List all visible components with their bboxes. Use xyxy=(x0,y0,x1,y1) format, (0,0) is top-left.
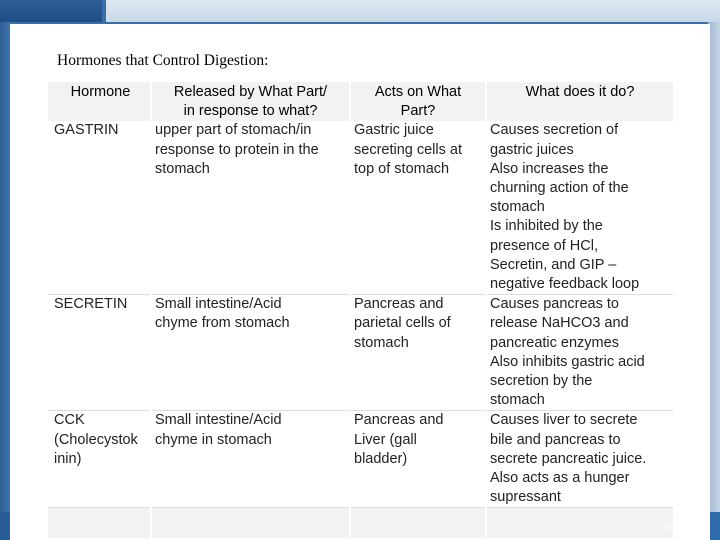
hormone-cell xyxy=(48,411,151,508)
released-by-cell xyxy=(151,295,350,411)
hormone-table-body xyxy=(48,82,674,538)
cell-text: stomach xyxy=(490,392,545,409)
cell-text: Secretin, and GIP – xyxy=(490,256,617,273)
cell-text: presence of HCl, xyxy=(490,237,598,254)
top-left-banner xyxy=(0,0,102,22)
hormone-cell xyxy=(48,295,151,411)
cell-text: Causes secretion of xyxy=(490,122,619,139)
cell-text: Pancreas and xyxy=(354,412,444,429)
cell-text: bile and pancreas to xyxy=(490,431,621,448)
cell-text: Pancreas and xyxy=(354,296,444,313)
acts-on-cell xyxy=(350,295,486,411)
cell-text: negative feedback loop xyxy=(490,276,640,293)
cell-text: parietal cells of xyxy=(354,315,451,332)
hormone-cell xyxy=(48,121,151,294)
acts-on-cell xyxy=(350,411,486,508)
cell-text: churning action of the xyxy=(490,180,629,197)
cell-text: Also increases the xyxy=(490,160,609,177)
slide-title: Hormones that Control Digestion: xyxy=(57,52,269,69)
table-row xyxy=(48,411,674,508)
cell-text: top of stomach xyxy=(354,160,450,177)
cell-text: Gastric juice xyxy=(354,122,434,139)
cell-text: stomach xyxy=(155,160,210,177)
acts-on-cell xyxy=(350,121,486,294)
cell-text: supressant xyxy=(490,489,561,506)
cell-text: Liver (gall xyxy=(354,431,417,448)
table-empty-row xyxy=(48,508,674,539)
cell-text: bladder) xyxy=(354,450,408,467)
cell-text: Also inhibits gastric acid xyxy=(490,353,645,370)
hormone-table xyxy=(48,82,675,538)
table-header-row xyxy=(48,82,674,121)
header-text: Part? xyxy=(400,103,436,120)
cell-text: chyme in stomach xyxy=(155,431,272,448)
released-by-cell xyxy=(151,411,350,508)
footer-copyright: son Ltd. xyxy=(664,521,698,532)
table-row xyxy=(48,121,674,294)
table-header-cell xyxy=(350,82,486,121)
header-text: in response to what? xyxy=(183,103,318,120)
table-header-cell xyxy=(151,82,350,121)
cell-text: Small intestine/Acid xyxy=(155,296,282,313)
cell-text: secretion by the xyxy=(490,373,593,390)
cell-text: secrete pancreatic juice. xyxy=(490,450,647,467)
cell-text: inin) xyxy=(54,450,82,467)
table-row xyxy=(48,295,674,411)
cell-text: pancreatic enzymes xyxy=(490,334,619,351)
effect-cell xyxy=(486,411,674,508)
empty-cell xyxy=(350,508,486,539)
table-header-cell xyxy=(486,82,674,121)
cell-text: SECRETIN xyxy=(54,296,128,313)
cell-text: Causes pancreas to xyxy=(490,296,619,313)
cell-text: CCK xyxy=(54,412,85,429)
empty-cell xyxy=(486,508,674,539)
cell-text: Small intestine/Acid xyxy=(155,412,282,429)
top-right-banner xyxy=(106,0,720,22)
cell-text: upper part of stomach/in xyxy=(155,122,312,139)
cell-text: stomach xyxy=(490,199,545,216)
header-text: Acts on What xyxy=(374,84,462,100)
effect-cell xyxy=(486,295,674,411)
cell-text: Causes liver to secrete xyxy=(490,412,638,429)
table-header-cell xyxy=(48,82,151,121)
cell-text: (Cholecystok xyxy=(54,431,138,448)
header-text: What does it do? xyxy=(525,84,635,100)
empty-cell xyxy=(48,508,151,539)
cell-text: chyme from stomach xyxy=(155,315,290,332)
header-text: Hormone xyxy=(70,84,131,100)
cell-text: Is inhibited by the xyxy=(490,218,603,235)
effect-cell xyxy=(486,121,674,294)
header-text: Released by What Part/ xyxy=(173,84,328,100)
cell-text: GASTRIN xyxy=(54,122,119,139)
cell-text: release NaHCO3 and xyxy=(490,315,629,332)
empty-cell xyxy=(151,508,350,539)
cell-text: Also acts as a hunger xyxy=(490,470,630,487)
cell-text: gastric juices xyxy=(490,141,574,158)
cell-text: stomach xyxy=(354,334,409,351)
cell-text: secreting cells at xyxy=(354,141,462,158)
cell-text: response to protein in the xyxy=(155,141,319,158)
released-by-cell xyxy=(151,121,350,294)
